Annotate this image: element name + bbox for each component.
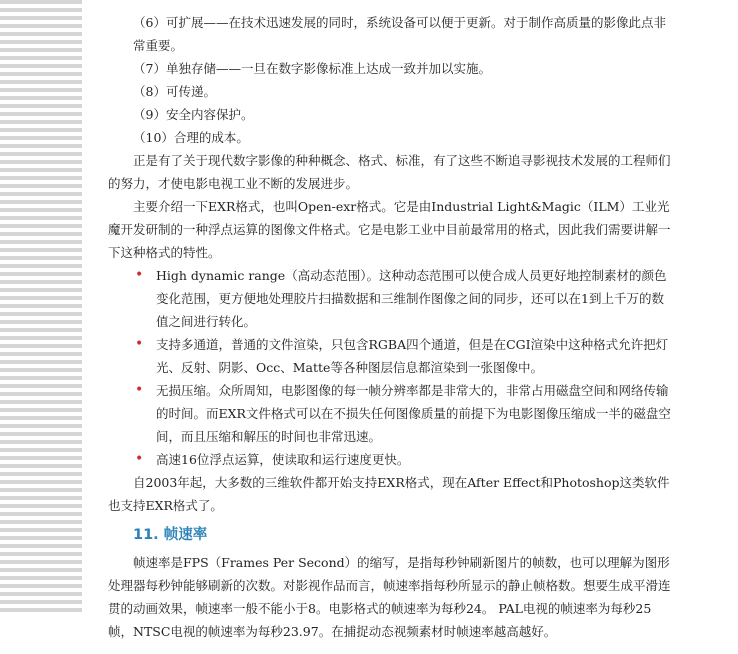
list-item-10: （10）合理的成本。 [133,130,249,145]
bullet-item-hdr [108,264,673,333]
bullet-text: 高速16位浮点运算，使读取和运行速度更快。 [156,452,410,467]
paragraph-frame-rate: 帧速率是FPS（Frames Per Second）的缩写，是指每秒钟刷新图片的帧数，也可以理解为图形处理器每秒钟能够刷新的次数。对影视作品而言，帧速率指每秒所显示的静止帧格数。想要生成平滑连贯的动画效果，帧速率一般不能小于8。电影格式的帧速率为每秒24。 PAL电视的帧速率为每秒25帧，NTSC电视的帧速率为每秒23.97。在捕捉动态视频素材时帧速率越高越好。 [108,555,671,639]
bullet-text: 支持多通道，普通的文件渲染，只包含RGBA四个通道，但是在CGI渲染中这种格式允许把灯光、反射、阴影、Occ、Matte等各种图层信息都渲染到一张图像中。 [156,337,669,375]
bullet-icon: • [135,451,144,467]
bullet-text: 无损压缩。众所周知，电影图像的每一帧分辨率都是非常大的，非常占用磁盘空间和网络传输的时间。而EXR文件格式可以在不损失任何图像质量的前提下为电影图像压缩成一半的磁盘空间，而且压缩和解压的时间也非常迅速。 [156,383,671,444]
section-heading-frame-rate: 11. 帧速率 [133,527,208,543]
list-item-6: （6）可扩展——在技术迅速发展的同时，系统设备可以便于更新。对于制作高质量的影像此点非常重要。 [133,15,666,53]
paragraph-exr-intro: 主要介绍一下EXR格式，也叫Open-exr格式。它是由Industrial Light&Magic（ILM）工业光魔开发研制的一种浮点运算的图像文件格式。它是电影工业中目前最常用的格式，因此我们需要讲解一下这种格式的特性。 [108,199,671,260]
bullet-icon: • [135,382,144,398]
bullet-item-lossless [108,379,673,448]
paragraph-software-support: 自2003年起，大多数的三维软件都开始支持EXR格式，现在After Effect和Photoshop这类软件也支持EXR格式了。 [108,475,670,513]
bullet-icon: • [135,336,144,352]
paragraph-progress: 正是有了关于现代数字影像的种种概念、格式、标准，有了这些不断追寻影视技术发展的工程师们的努力，才使电影电视工业不断的发展进步。 [108,153,671,191]
page-body [108,11,673,643]
list-item-8: （8）可传递。 [133,84,216,99]
list-item-7: （7）单独存储——一旦在数字影像标准上达成一致并加以实施。 [133,61,491,76]
decorative-stripe-margin [0,0,82,612]
list-item-9: （9）安全内容保护。 [133,107,254,122]
bullet-text: High dynamic range（高动态范围）。这种动态范围可以使合成人员更好地控制素材的颜色变化范围，更方便地处理胶片扫描数据和三维制作图像之间的同步，还可以在1到上千万的数值之间进行转化。 [156,268,667,329]
bullet-item-multichannel [108,333,673,379]
bullet-icon: • [135,267,144,283]
bullet-item-float16 [108,448,673,471]
exr-feature-list [108,264,673,471]
